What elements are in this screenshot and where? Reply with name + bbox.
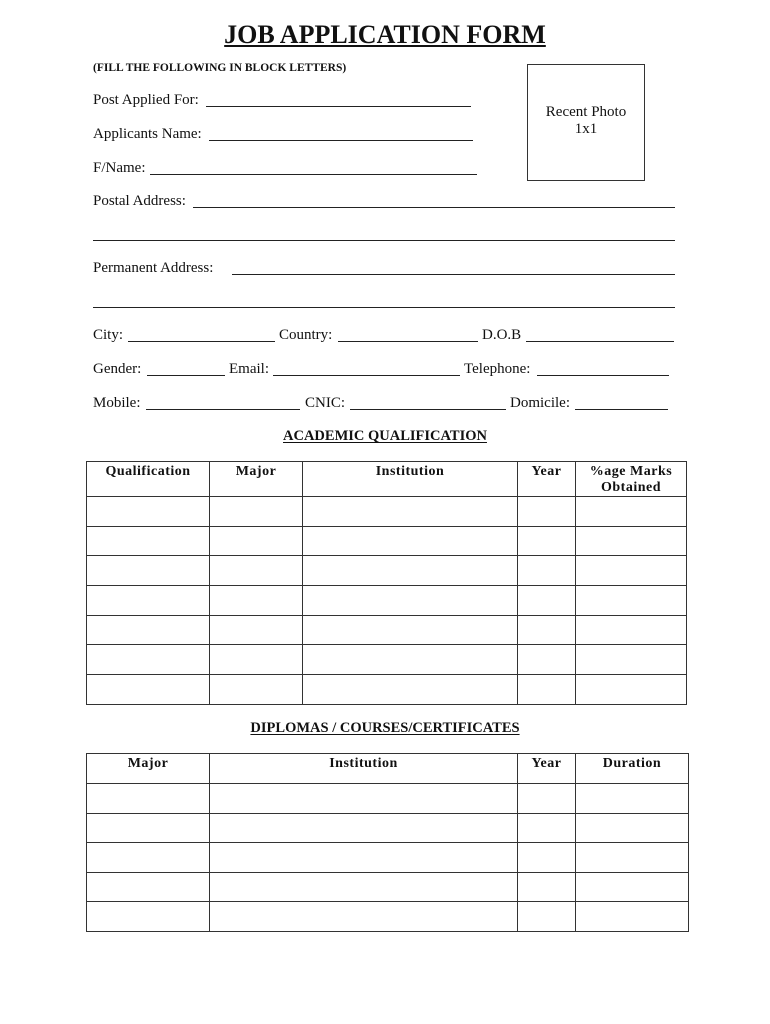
mobile-field[interactable] [146, 393, 300, 410]
institution-cell[interactable] [210, 843, 518, 873]
gender-field[interactable] [147, 359, 225, 376]
institution-cell[interactable] [303, 645, 518, 675]
permanent-address-line2-field[interactable] [93, 291, 675, 308]
email-label: Email: [229, 361, 269, 377]
photo-label: Recent Photo [545, 104, 627, 120]
column-header-institution: Institution [210, 754, 518, 784]
year-cell[interactable] [518, 813, 576, 843]
institution-cell[interactable] [210, 813, 518, 843]
cnic-field[interactable] [350, 393, 506, 410]
table-row [87, 872, 689, 902]
cnic-label: CNIC: [305, 395, 346, 411]
marks-obtained-cell[interactable] [576, 675, 687, 705]
country-field[interactable] [338, 325, 478, 342]
table-header-row [87, 754, 689, 784]
table-row [87, 645, 687, 675]
marks-obtained-cell[interactable] [576, 586, 687, 616]
table-header-row [87, 462, 687, 497]
major-cell[interactable] [210, 615, 303, 645]
duration-cell[interactable] [576, 784, 689, 814]
major-cell[interactable] [210, 675, 303, 705]
year-cell[interactable] [518, 526, 576, 556]
institution-cell[interactable] [303, 615, 518, 645]
year-cell[interactable] [518, 784, 576, 814]
table-row [87, 615, 687, 645]
duration-cell[interactable] [576, 872, 689, 902]
major-cell[interactable] [87, 813, 210, 843]
diplomas-heading: DIPLOMAS / COURSES/CERTIFICATES [250, 720, 520, 736]
city-label: City: [93, 327, 124, 343]
postal-address-label: Postal Address: [93, 193, 186, 209]
qualification-cell[interactable] [87, 615, 210, 645]
mobile-label: Mobile: [93, 395, 141, 411]
country-label: Country: [279, 327, 333, 343]
institution-cell[interactable] [210, 872, 518, 902]
academic-qualification-heading: ACADEMIC QUALIFICATION [283, 428, 487, 444]
marks-obtained-cell[interactable] [576, 556, 687, 586]
major-cell[interactable] [87, 843, 210, 873]
column-header-year: Year [518, 754, 576, 784]
marks-obtained-cell[interactable] [576, 526, 687, 556]
qualification-cell[interactable] [87, 556, 210, 586]
instructions-note: (FILL THE FOLLOWING IN BLOCK LETTERS) [93, 62, 347, 74]
city-field[interactable] [128, 325, 275, 342]
institution-cell[interactable] [210, 784, 518, 814]
dob-field[interactable] [526, 325, 674, 342]
telephone-label: Telephone: [464, 361, 531, 377]
gender-label: Gender: [93, 361, 142, 377]
major-cell[interactable] [87, 784, 210, 814]
form-title: JOB APPLICATION FORM [224, 20, 546, 49]
domicile-field[interactable] [575, 393, 668, 410]
marks-obtained-cell[interactable] [576, 645, 687, 675]
qualification-cell[interactable] [87, 586, 210, 616]
year-cell[interactable] [518, 843, 576, 873]
duration-cell[interactable] [576, 813, 689, 843]
table-row [87, 556, 687, 586]
table-row [87, 902, 689, 932]
qualification-cell[interactable] [87, 645, 210, 675]
academic-qualification-table [86, 461, 687, 705]
institution-cell[interactable] [303, 556, 518, 586]
year-cell[interactable] [518, 645, 576, 675]
table-row [87, 675, 687, 705]
column-header-year: Year [518, 462, 576, 497]
column-header-institution: Institution [303, 462, 518, 497]
major-cell[interactable] [210, 586, 303, 616]
major-cell[interactable] [210, 556, 303, 586]
column-header-qualification: Qualification [87, 462, 210, 497]
year-cell[interactable] [518, 556, 576, 586]
telephone-field[interactable] [537, 359, 669, 376]
table-row [87, 784, 689, 814]
father-name-label: F/Name: [93, 160, 146, 176]
email-field[interactable] [273, 359, 460, 376]
qualification-cell[interactable] [87, 497, 210, 527]
photo-size-label: 1x1 [574, 121, 598, 137]
table-row [87, 586, 687, 616]
year-cell[interactable] [518, 497, 576, 527]
institution-cell[interactable] [210, 902, 518, 932]
applicants-name-label: Applicants Name: [93, 126, 202, 142]
table-row [87, 526, 687, 556]
table-row [87, 813, 689, 843]
major-cell[interactable] [210, 645, 303, 675]
table-row [87, 497, 687, 527]
column-header-major: Major [87, 754, 210, 784]
permanent-address-field[interactable] [232, 258, 675, 275]
diplomas-table [86, 753, 689, 932]
photo-box[interactable] [527, 64, 645, 181]
institution-cell[interactable] [303, 675, 518, 705]
year-cell[interactable] [518, 615, 576, 645]
year-cell[interactable] [518, 872, 576, 902]
qualification-cell[interactable] [87, 526, 210, 556]
postal-address-field[interactable] [193, 191, 675, 208]
major-cell[interactable] [87, 902, 210, 932]
marks-obtained-cell[interactable] [576, 615, 687, 645]
column-header-major: Major [210, 462, 303, 497]
duration-cell[interactable] [576, 902, 689, 932]
column-header-marks-obtained: %age Marks Obtained [576, 462, 687, 497]
dob-label: D.O.B [482, 327, 522, 343]
permanent-address-label: Permanent Address: [93, 260, 214, 276]
applicants-name-field[interactable] [209, 124, 473, 141]
post-applied-for-field[interactable] [206, 90, 471, 107]
column-header-duration: Duration [576, 754, 689, 784]
major-cell[interactable] [210, 526, 303, 556]
table-row [87, 843, 689, 873]
year-cell[interactable] [518, 902, 576, 932]
institution-cell[interactable] [303, 526, 518, 556]
year-cell[interactable] [518, 675, 576, 705]
father-name-field[interactable] [150, 158, 477, 175]
major-cell[interactable] [210, 497, 303, 527]
post-applied-for-label: Post Applied For: [93, 92, 199, 108]
qualification-cell[interactable] [87, 675, 210, 705]
institution-cell[interactable] [303, 586, 518, 616]
marks-obtained-cell[interactable] [576, 497, 687, 527]
major-cell[interactable] [87, 872, 210, 902]
domicile-label: Domicile: [510, 395, 570, 411]
duration-cell[interactable] [576, 843, 689, 873]
postal-address-line2-field[interactable] [93, 224, 675, 241]
institution-cell[interactable] [303, 497, 518, 527]
year-cell[interactable] [518, 586, 576, 616]
